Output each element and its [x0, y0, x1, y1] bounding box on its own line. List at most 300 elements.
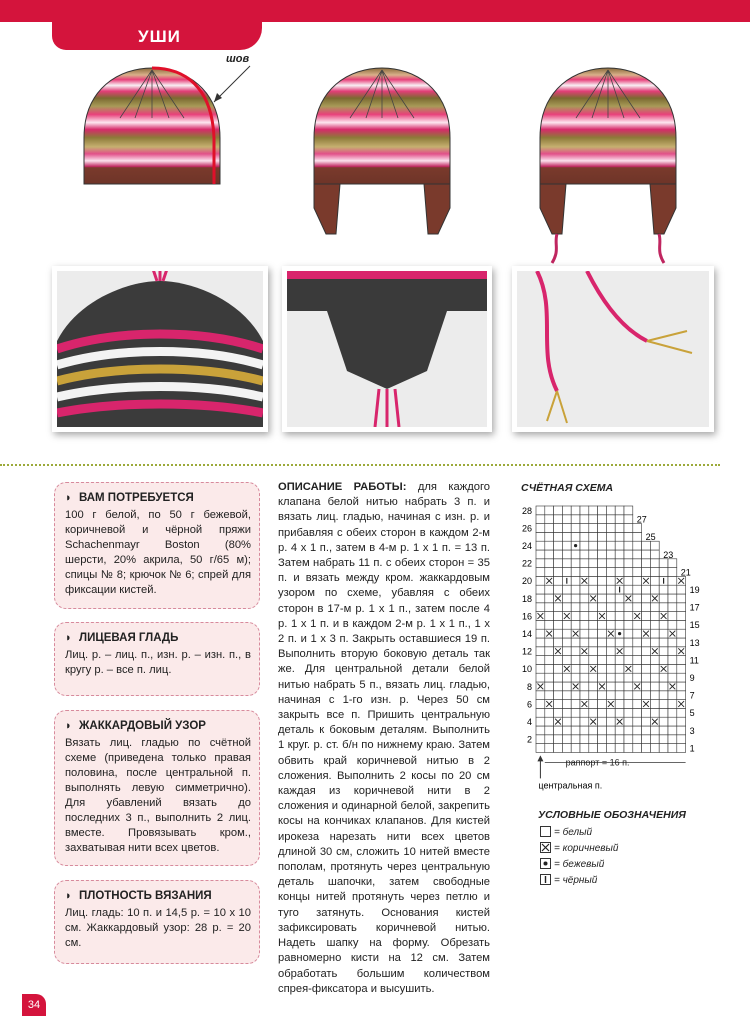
- chart-cell: [545, 708, 554, 717]
- chart-cell: [536, 673, 545, 682]
- chart-cell: [633, 594, 642, 603]
- chart-cell: [650, 585, 659, 594]
- chart-cell: [615, 541, 624, 550]
- chart-cell: [642, 559, 651, 568]
- chart-cell: [606, 682, 615, 691]
- chart-cell: [668, 576, 677, 585]
- chart-cell: [606, 708, 615, 717]
- chart-cell: [642, 735, 651, 744]
- chart-cell: [554, 603, 563, 612]
- chart-cell: [554, 506, 563, 515]
- chart-cell: [589, 576, 598, 585]
- chart-cell: [624, 656, 633, 665]
- chart-cell: [554, 673, 563, 682]
- chart-cell: [668, 726, 677, 735]
- photo-earflap: [282, 266, 492, 432]
- chart-row-label-right: 27: [636, 514, 647, 525]
- chart-cell: [536, 717, 545, 726]
- chart-cell: [624, 647, 633, 656]
- chart-cell: [668, 708, 677, 717]
- chart-cell: [571, 612, 580, 621]
- chart-cell: [545, 506, 554, 515]
- chart-cell: [659, 638, 668, 647]
- chart-cell: [606, 550, 615, 559]
- gauge-box: [54, 880, 260, 964]
- chart-cell: [562, 620, 571, 629]
- chart-cell: [562, 656, 571, 665]
- chart-cell: [536, 700, 545, 709]
- chart-cell: [668, 603, 677, 612]
- chart-cell: [562, 638, 571, 647]
- chart-cell: [606, 576, 615, 585]
- chart-cell: [668, 717, 677, 726]
- chart-cell: [589, 568, 598, 577]
- chart-cell: [598, 603, 607, 612]
- chart-cell: [624, 673, 633, 682]
- chart-cell: [562, 647, 571, 656]
- chart-row-label-left: 24: [521, 541, 532, 551]
- chart-cell: [536, 603, 545, 612]
- chart-cell: [633, 664, 642, 673]
- chart-cell: [650, 700, 659, 709]
- chart-cell: [580, 524, 589, 533]
- chart-cell: [545, 603, 554, 612]
- repeat-label: раппорт = 16 п.: [565, 757, 630, 768]
- chart-cell: [615, 620, 624, 629]
- chart-cell: [562, 515, 571, 524]
- chart-cell: [589, 506, 598, 515]
- chart-cell: [659, 620, 668, 629]
- chart-cell: [536, 506, 545, 515]
- chart-cell: [571, 700, 580, 709]
- chart-cell: [642, 638, 651, 647]
- work-description: [278, 480, 490, 997]
- chart-cell: [589, 656, 598, 665]
- chart-cell: [606, 559, 615, 568]
- chart-cell: [624, 620, 633, 629]
- chart-cell: [536, 524, 545, 533]
- chart-cell: [580, 726, 589, 735]
- chart-cell: [633, 532, 642, 541]
- chart-cell: [606, 612, 615, 621]
- chart-cell: [580, 506, 589, 515]
- chart-row-label-left: 6: [526, 699, 532, 710]
- chart-cell: [562, 594, 571, 603]
- chart-cell: [545, 612, 554, 621]
- chart-cell: [545, 744, 554, 753]
- chart-cell: [545, 647, 554, 656]
- seam-label: шов: [226, 53, 250, 65]
- chart-cell: [624, 603, 633, 612]
- chart-cell: [615, 568, 624, 577]
- chart-cell: [536, 541, 545, 550]
- chart-cell: [642, 744, 651, 753]
- chart-cell: [562, 550, 571, 559]
- chart-cell: [615, 524, 624, 533]
- chart-cell: [545, 541, 554, 550]
- chart-cell: [659, 585, 668, 594]
- chart-cell: [571, 656, 580, 665]
- chart-cell: [554, 700, 563, 709]
- chart-cell: [536, 638, 545, 647]
- chart-cell: [650, 612, 659, 621]
- chart-cell: [624, 524, 633, 533]
- chart-cell: [615, 744, 624, 753]
- chart-cell: [598, 594, 607, 603]
- chart-cell: [562, 629, 571, 638]
- chart-cell: [598, 656, 607, 665]
- chart-cell: [589, 559, 598, 568]
- chart-cell: [562, 726, 571, 735]
- chart-cell: [677, 612, 686, 621]
- chart-cell: [633, 568, 642, 577]
- chart-cell: [598, 585, 607, 594]
- chart-cell: [580, 744, 589, 753]
- chart-cell: [659, 691, 668, 700]
- chart-cell: [615, 708, 624, 717]
- chart-cell: [589, 550, 598, 559]
- chart-cell: [598, 568, 607, 577]
- chart-cell: [589, 612, 598, 621]
- chart-row-label-right: 13: [689, 637, 700, 648]
- description-title: ОПИСАНИЕ РАБОТЫ:: [278, 481, 407, 493]
- chart-cell: [554, 726, 563, 735]
- chart-cell: [650, 664, 659, 673]
- photo-hat-crown: [52, 266, 268, 432]
- chart-cell: [677, 682, 686, 691]
- chart-cell: [642, 708, 651, 717]
- chart-cell: [571, 691, 580, 700]
- chart-cell: [606, 647, 615, 656]
- chart-cell: [571, 638, 580, 647]
- chart-cell: [633, 700, 642, 709]
- chart-cell: [580, 541, 589, 550]
- chart-cell: [598, 515, 607, 524]
- chart-cell: [668, 647, 677, 656]
- page-number: 34: [22, 994, 46, 1016]
- chart-cell: [615, 550, 624, 559]
- stockinette-heading: ◗ ЛИЦЕВАЯ ГЛАДЬ: [65, 632, 179, 644]
- chart-cell: [677, 717, 686, 726]
- chart-cell: [598, 700, 607, 709]
- chart-cell: [562, 682, 571, 691]
- chart-cell: [554, 585, 563, 594]
- chart-cell: [650, 673, 659, 682]
- chart-cell: [659, 708, 668, 717]
- chart-cell: [545, 717, 554, 726]
- chart-cell: [536, 735, 545, 744]
- chart-cell: [562, 524, 571, 533]
- chart-cell: [650, 541, 659, 550]
- chart-cell: [615, 664, 624, 673]
- chart-cell: [554, 638, 563, 647]
- chart-cell: [668, 559, 677, 568]
- chart-cell: [624, 515, 633, 524]
- chart-cell: [580, 717, 589, 726]
- chart-cell: [589, 515, 598, 524]
- chart-cell: [580, 515, 589, 524]
- chart-cell: [554, 559, 563, 568]
- chart-cell: [633, 691, 642, 700]
- chart-cell: [668, 744, 677, 753]
- bar-square-icon: [540, 874, 551, 885]
- chart-cell: [571, 647, 580, 656]
- chart-cell: [650, 682, 659, 691]
- chart-row-label-right: 3: [689, 725, 695, 736]
- chart-row-label-right: 25: [645, 532, 656, 543]
- chart-cell: [580, 620, 589, 629]
- chart-cell: [536, 515, 545, 524]
- chart-cell: [677, 673, 686, 682]
- chart-cell: [606, 717, 615, 726]
- chart-cell: [562, 585, 571, 594]
- chart-cell: [589, 682, 598, 691]
- chart-row-label-right: 21: [680, 567, 691, 578]
- chart-cell: [650, 691, 659, 700]
- chart-cell: [580, 585, 589, 594]
- chart-cell: [650, 629, 659, 638]
- chart-cell: [580, 673, 589, 682]
- chart-cell: [580, 708, 589, 717]
- chart-cell: [580, 682, 589, 691]
- chart-cell: [659, 559, 668, 568]
- stockinette-box: [54, 622, 260, 696]
- chart-cell: [554, 576, 563, 585]
- chart-cell: [642, 550, 651, 559]
- seam-arrow: [208, 62, 258, 112]
- chart-cell: [633, 576, 642, 585]
- chart-cell: [606, 664, 615, 673]
- chart-cell: [545, 594, 554, 603]
- chart-row-label-right: 7: [689, 690, 695, 701]
- chart-cell: [606, 691, 615, 700]
- chart-cell: [677, 735, 686, 744]
- chart-cell: [562, 691, 571, 700]
- chart-cell: [598, 506, 607, 515]
- chart-cell: [598, 691, 607, 700]
- chart-cell: [545, 532, 554, 541]
- chart-cell: [589, 726, 598, 735]
- chart-cell: [624, 576, 633, 585]
- chart-cell: [642, 664, 651, 673]
- chart-cell: [624, 506, 633, 515]
- chart-cell: [545, 735, 554, 744]
- chart-cell: [642, 726, 651, 735]
- chart-cell: [554, 612, 563, 621]
- chart-cell: [677, 708, 686, 717]
- chart-cell: [633, 717, 642, 726]
- chart-row-label-left: 28: [521, 505, 532, 516]
- chart-cell: [571, 594, 580, 603]
- chart-cell: [677, 691, 686, 700]
- chart-cell: [615, 612, 624, 621]
- chart-cell: [571, 506, 580, 515]
- chart-cell: [536, 620, 545, 629]
- chart-row-label-right: 19: [689, 585, 700, 595]
- chart-cell: [580, 664, 589, 673]
- chart-cell: [659, 629, 668, 638]
- chart-cell: [545, 568, 554, 577]
- chart-cell: [554, 620, 563, 629]
- chart-row-label-left: 14: [521, 629, 532, 639]
- chart-cell: [589, 691, 598, 700]
- chart-cell: [624, 638, 633, 647]
- chart-cell: [650, 656, 659, 665]
- chart-cell: [650, 620, 659, 629]
- chart-cell: [589, 603, 598, 612]
- chart-cell: [545, 559, 554, 568]
- chart-cell: [659, 594, 668, 603]
- chart-cell: [659, 735, 668, 744]
- chart-cell: [536, 532, 545, 541]
- chart-cell: [571, 515, 580, 524]
- chart-cell: [589, 700, 598, 709]
- chart-row-label-left: 10: [521, 664, 532, 675]
- chart-cell: [536, 726, 545, 735]
- chart-cell: [589, 532, 598, 541]
- chart-cell: [536, 656, 545, 665]
- chart-cell: [668, 594, 677, 603]
- chart-cell: [606, 603, 615, 612]
- chart-cell: [545, 620, 554, 629]
- chart-cell: [589, 708, 598, 717]
- chart-cell: [580, 629, 589, 638]
- chart-cell: [554, 515, 563, 524]
- chart-cell: [571, 603, 580, 612]
- chart-cell: [642, 585, 651, 594]
- chart-cell: [554, 524, 563, 533]
- chart-cell: [571, 708, 580, 717]
- chart-cell: [562, 735, 571, 744]
- chart-cell: [589, 744, 598, 753]
- chart-cell: [642, 612, 651, 621]
- chart-cell: [536, 647, 545, 656]
- chart-cell: [580, 691, 589, 700]
- chart-cell: [598, 620, 607, 629]
- chart-cell: [571, 532, 580, 541]
- chart-cell: [562, 603, 571, 612]
- chart-cell: [677, 629, 686, 638]
- chart-cell: [589, 629, 598, 638]
- chart-cell: [677, 656, 686, 665]
- chart-cell: [650, 708, 659, 717]
- chart-cell: [598, 708, 607, 717]
- legend-title: УСЛОВНЫЕ ОБОЗНАЧЕНИЯ: [538, 809, 686, 821]
- chart-cell: [554, 568, 563, 577]
- chart-cell: [606, 568, 615, 577]
- chart-cell: [659, 647, 668, 656]
- chart-cell: [580, 594, 589, 603]
- chart-cell: [598, 735, 607, 744]
- chart-cell: [624, 629, 633, 638]
- chart-cell: [624, 612, 633, 621]
- chart-cell: [598, 559, 607, 568]
- chart-cell: [633, 638, 642, 647]
- chart-cell: [642, 620, 651, 629]
- chart-cell: [545, 726, 554, 735]
- chart-cell: [589, 673, 598, 682]
- chart-cell: [668, 568, 677, 577]
- chart-cell: [659, 568, 668, 577]
- chart-cell: [606, 656, 615, 665]
- chart-cell: [545, 585, 554, 594]
- chart-cell: [571, 550, 580, 559]
- chart-cell: [589, 585, 598, 594]
- chart-cell: [589, 524, 598, 533]
- chart-cell: [580, 612, 589, 621]
- chart-cell: [615, 638, 624, 647]
- chart-cell: [650, 550, 659, 559]
- chart-cell: [677, 594, 686, 603]
- chart-cell: [633, 620, 642, 629]
- chart-cell: [615, 532, 624, 541]
- chart-cell: [668, 585, 677, 594]
- chart-cell: [589, 620, 598, 629]
- chart-cell: [633, 744, 642, 753]
- chart-cell: [554, 629, 563, 638]
- bullet-icon: ◗: [65, 890, 72, 902]
- chart-cell: [536, 664, 545, 673]
- chart-cell: [615, 682, 624, 691]
- chart-cell: [606, 638, 615, 647]
- chart-cell: [554, 735, 563, 744]
- chart-cell: [624, 717, 633, 726]
- chart-cell: [624, 691, 633, 700]
- chart-row-label-left: 26: [521, 523, 532, 534]
- chart-cell: [571, 620, 580, 629]
- chart-cell: [624, 550, 633, 559]
- bullet-icon: ◗: [65, 720, 72, 732]
- chart-cell: [624, 559, 633, 568]
- chart-dot-mark: [574, 544, 577, 547]
- chart-cell: [598, 576, 607, 585]
- chart-cell: [554, 532, 563, 541]
- chart-cell: [562, 700, 571, 709]
- description-text: для каждого клапана белой нитью набрать 3 п. и вязать лиц. гладью, начиная с изн. р. и прибавляя с обеих сторон в каждом 2-м р. 4 х 1 п., затем в 4-м р. 1 х 1 п. = 13 п. Затем набрать 11 п. с обеих сторон = 35 п. и вязать между кром. жаккардовым узором по схеме, убавляя с обеих сторон в 17-м р. 1 х 1 п., затем после 4 р. 1 х 1 п. и в каждом 2-м р. 1 х 1 п., 1 х 2 п. и 1 х 3 п. Закрыть оставшиеся 19 п. Выполнить вторую боковую деталь так же. Для центральной детали белой нитью набрать 5 п., вязать лиц. гладью, начиная с 1-го изн. р. Через 50 см закрыть все п. Пришить центральную деталь к боковым деталям. Выполнить 1 круг. р. ст. б/н по нижнему краю. Затем обвить край коричневой нитью в 2 сложения. Выполнить 2 косы по 20 см каждая из коричневой нити в 2 сложения и одинарной белой, закрепить косы на кончиках клапанов. Для кистей ирокеза нарезать нити всех цветов длиной 30 см, сложить 10 нитей вместе пополам, протянуть через центральную деталь шапочки, затем свободные концы нитей протянуть через петлю и туго затянуть. Основания кистей зафиксировать коричневой нитью. Надеть шапку на форму. Обрезать равномерно кисти на 12 см. Затем обработать большим количеством спрея-фиксатора и высушить.: [278, 481, 490, 995]
- hat-illustration-braids: [532, 58, 692, 268]
- chart-cell: [580, 559, 589, 568]
- chart-cell: [598, 647, 607, 656]
- chart-cell: [668, 620, 677, 629]
- chart-cell: [571, 735, 580, 744]
- chart-cell: [571, 524, 580, 533]
- dot-square-icon: [540, 858, 551, 869]
- chart-cell: [624, 541, 633, 550]
- chart-row-label-left: 8: [526, 681, 532, 692]
- materials-heading: ◗ ВАМ ПОТРЕБУЕТСЯ: [65, 492, 194, 504]
- chart-cell: [650, 638, 659, 647]
- chart-cell: [615, 691, 624, 700]
- chart-cell: [554, 664, 563, 673]
- chart-cell: [598, 726, 607, 735]
- chart-cell: [633, 629, 642, 638]
- chart-cell: [562, 506, 571, 515]
- chart-cell: [536, 708, 545, 717]
- chart-cell: [554, 656, 563, 665]
- arrow-head-icon: [537, 755, 543, 761]
- knitting-chart: [512, 498, 712, 798]
- chart-cell: [633, 673, 642, 682]
- chart-cell: [589, 541, 598, 550]
- chart-cell: [624, 735, 633, 744]
- chart-cell: [615, 603, 624, 612]
- chart-cell: [562, 717, 571, 726]
- chart-cell: [615, 700, 624, 709]
- photo-braid-tassel: [512, 266, 714, 432]
- bullet-icon: ◗: [65, 492, 72, 504]
- chart-row-label-right: 5: [689, 708, 695, 719]
- chart-dot-mark: [618, 632, 621, 635]
